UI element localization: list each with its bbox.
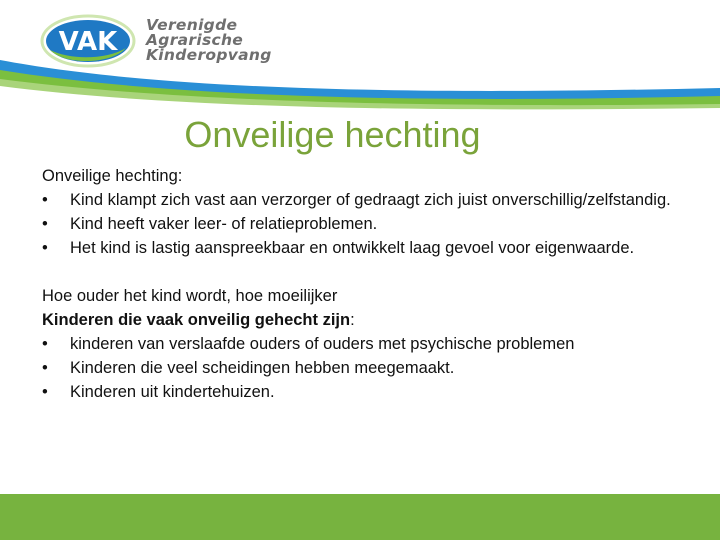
list-item-text: Kind klampt zich vast aan verzorger of gedraagt zich juist onverschillig/zelfstandig. <box>70 191 671 209</box>
list-item-text: kinderen van verslaafde ouders of ouders met psychische problemen <box>70 335 575 353</box>
list-item <box>42 236 682 260</box>
section1-heading-colon: : <box>177 167 183 185</box>
section-spacer <box>42 260 682 284</box>
bullet-icon: • <box>42 239 48 257</box>
list-item-text: Kinderen die veel scheidingen hebben meegemaakt. <box>70 359 455 377</box>
section2-heading: Kinderen die vaak onveilig gehecht zijn <box>42 311 351 329</box>
logo-line-1: Verenigde <box>146 16 238 34</box>
section1-heading: Onveilige hechting <box>42 167 178 185</box>
list-item <box>42 356 682 380</box>
slide-title: Onveilige hechting <box>184 114 481 155</box>
section2-intro: Hoe ouder het kind wordt, hoe moeilijker <box>42 287 338 305</box>
section1-bullet-list <box>42 188 682 260</box>
bullet-icon: • <box>42 335 48 353</box>
logo-line-3: Kinderopvang <box>146 46 272 64</box>
list-item-text: Kind heeft vaker leer- of relatieproblemen. <box>70 215 378 233</box>
list-item-text: Het kind is lastig aanspreekbaar en ontwikkelt laag gevoel voor eigenwaarde. <box>70 239 635 257</box>
section2-bullet-list <box>42 332 682 404</box>
list-item <box>42 380 682 404</box>
bullet-icon: • <box>42 191 48 209</box>
slide-header <box>0 0 720 110</box>
list-item-text: Kinderen uit kindertehuizen. <box>70 383 275 401</box>
section2-heading-colon: : <box>350 311 355 329</box>
list-item <box>42 332 682 356</box>
vak-logo-badge <box>40 14 136 68</box>
logo-line-2: Agrarische <box>146 31 244 49</box>
bullet-icon: • <box>42 215 48 233</box>
section2-heading-line <box>42 308 682 332</box>
bullet-icon: • <box>42 359 48 377</box>
logo-badge-text: VAK <box>58 27 118 57</box>
list-item <box>42 212 682 236</box>
bullet-icon: • <box>42 383 48 401</box>
logo-wordmark <box>146 18 272 63</box>
section1-heading-line <box>42 164 682 188</box>
footer-bar <box>0 494 720 540</box>
slide-body <box>42 164 682 404</box>
list-item <box>42 188 682 212</box>
